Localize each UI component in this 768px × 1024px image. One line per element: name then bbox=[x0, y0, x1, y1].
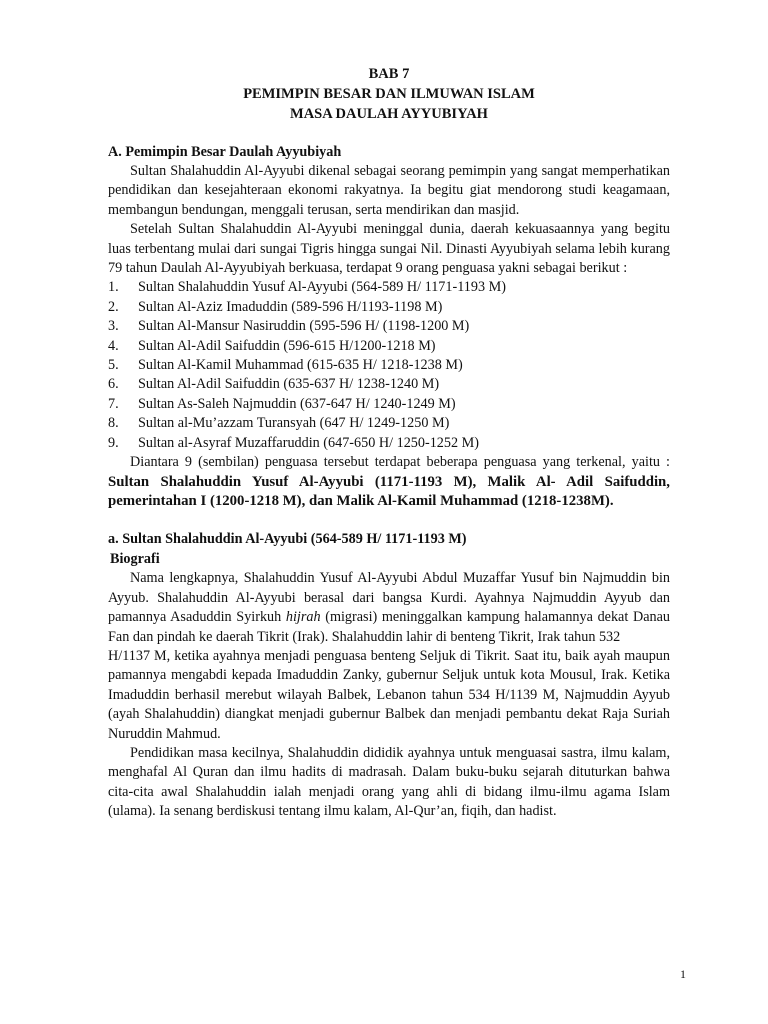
list-text: Sultan Al-Kamil Muhammad (615-635 H/ 1218-1238 M) bbox=[138, 357, 463, 374]
list-item bbox=[108, 278, 670, 297]
biografi-text-part-2: (migrasi) meninggalkan kampung halamannya dekat Danau Fan dan pindah ke daerah Tikrit (Irak). Shalahuddin lahir di benteng Tikrit, Irak tahun 532 bbox=[108, 609, 670, 645]
list-number: 9. bbox=[108, 434, 119, 451]
section-a-paragraph-3 bbox=[108, 453, 670, 511]
chapter-number: BAB 7 bbox=[368, 66, 410, 82]
list-item bbox=[108, 414, 670, 433]
list-item bbox=[108, 356, 670, 375]
list-number: 8. bbox=[108, 415, 119, 432]
biografi-text-part-1: Nama lengkapnya, Shalahuddin Yusuf Al-Ayyubi Abdul Muzaffar Yusuf bin Najmuddin bin Ayyub. Shalahuddin Al-Ayyubi berasal dari bangsa Kurdi. Ayahnya Najmuddin Ayyub dan pamannya Asaduddin Syirkuh bbox=[108, 570, 670, 626]
famous-rulers-names: Sultan Shalahuddin Yusuf Al-Ayyubi (1171-1193 M), Malik Al- Adil Saifuddin, pemerintahan I (1200-1218 M), dan Malik Al-Kamil Muhammad (1218-1238M). bbox=[108, 473, 670, 509]
chapter-title-line-2: MASA DAULAH AYYUBIYAH bbox=[290, 106, 488, 122]
biografi-heading: Biografi bbox=[110, 551, 160, 568]
list-number: 2. bbox=[108, 298, 119, 315]
section-a-paragraph-2: Setelah Sultan Shalahuddin Al-Ayyubi meninggal dunia, daerah kekuasaannya yang begitu luas terbentang mulai dari sungai Tigris hingga sungai Nil. Dinasti Ayyubiyah selama lebih kurang 79 tahun Daulah Al-Ayyubiyah berkuasa, terdapat 9 orang penguasa yakni sebagai berikut : bbox=[108, 221, 670, 277]
list-number: 1. bbox=[108, 279, 119, 296]
rulers-list bbox=[108, 278, 670, 453]
biografi-paragraph-2: Pendidikan masa kecilnya, Shalahuddin dididik ayahnya untuk menguasai sastra, ilmu kalam, menghafal Al Quran dan ilmu hadits di madrasah. Dalam buku-buku sejarah dituturkan bahwa cita-cita awal Shalahuddin ialah menjadi orang yang ahli di bidang ilmu-ilmu agama Islam (ulama). Ia senang berdiskusi tentang ilmu kalam, Al-Qur’an, fiqih, dan hadist. bbox=[108, 744, 670, 820]
list-number: 5. bbox=[108, 357, 119, 374]
biografi-paragraph-1 bbox=[108, 569, 670, 647]
section-spacer bbox=[108, 511, 670, 529]
list-item bbox=[108, 317, 670, 336]
list-text: Sultan al-Mu’azzam Turansyah (647 H/ 1249-1250 M) bbox=[138, 415, 450, 432]
list-text: Sultan Al-Adil Saifuddin (596-615 H/1200-1218 M) bbox=[138, 337, 436, 354]
chapter-title-line-1: PEMIMPIN BESAR DAN ILMUWAN ISLAM bbox=[243, 86, 535, 102]
list-number: 6. bbox=[108, 376, 119, 393]
list-text: Sultan Al-Aziz Imaduddin (589-596 H/1193-1198 M) bbox=[138, 298, 443, 315]
list-text: Sultan As-Saleh Najmuddin (637-647 H/ 1240-1249 M) bbox=[138, 395, 456, 412]
list-item bbox=[108, 434, 670, 453]
list-item bbox=[108, 395, 670, 414]
list-number: 7. bbox=[108, 395, 119, 412]
list-text: Sultan al-Asyraf Muzaffaruddin (647-650 H/ 1250-1252 M) bbox=[138, 434, 479, 451]
biografi-text-italic: hijrah bbox=[285, 609, 321, 626]
list-text: Sultan Al-Adil Saifuddin (635-637 H/ 1238-1240 M) bbox=[138, 376, 440, 393]
section-a-heading: A. Pemimpin Besar Daulah Ayyubiyah bbox=[108, 144, 342, 160]
page-number: 1 bbox=[680, 967, 686, 981]
list-item bbox=[108, 298, 670, 317]
list-text: Sultan Al-Mansur Nasiruddin (595-596 H/ (1198-1200 M) bbox=[138, 318, 470, 335]
list-number: 3. bbox=[108, 318, 119, 335]
chapter-title-block bbox=[108, 64, 670, 124]
famous-rulers-intro: Diantara 9 (sembilan) penguasa tersebut terdapat beberapa penguasa yang terkenal, yaitu : bbox=[130, 454, 670, 471]
list-number: 4. bbox=[108, 337, 119, 354]
subsection-a-heading: a. Sultan Shalahuddin Al-Ayyubi (564-589 H/ 1171-1193 M) bbox=[108, 531, 467, 548]
biografi-paragraph-1-continued: H/1137 M, ketika ayahnya menjadi penguasa benteng Seljuk di Tikrit. Saat itu, baik ayah maupun pamannya mengabdi kepada Imaduddin Zanky, gubernur Seljuk untuk kota Mousul, Irak. Ketika Imaduddin berhasil merebut wilayah Balbek, Lebanon tahun 534 H/1139 M, Najmuddin Ayyub (ayah Shalahuddin) diangkat menjadi gubernur Balbek dan menjadi pembantu dekat Raja Suriah Nuruddin Mahmud. bbox=[108, 647, 670, 742]
section-a-paragraph-1: Sultan Shalahuddin Al-Ayyubi dikenal sebagai seorang pemimpin yang sangat memperhatikan pendidikan dan kesejahteraan ekonomi rakyatnya. Ia begitu giat mendorong studi keagamaan, membangun bendungan, menggali terusan, serta mendirikan dan masjid. bbox=[108, 163, 670, 218]
list-text: Sultan Shalahuddin Yusuf Al-Ayyubi (564-589 H/ 1171-1193 M) bbox=[138, 279, 506, 296]
list-item bbox=[108, 337, 670, 356]
list-item bbox=[108, 375, 670, 394]
document-page bbox=[108, 64, 670, 822]
